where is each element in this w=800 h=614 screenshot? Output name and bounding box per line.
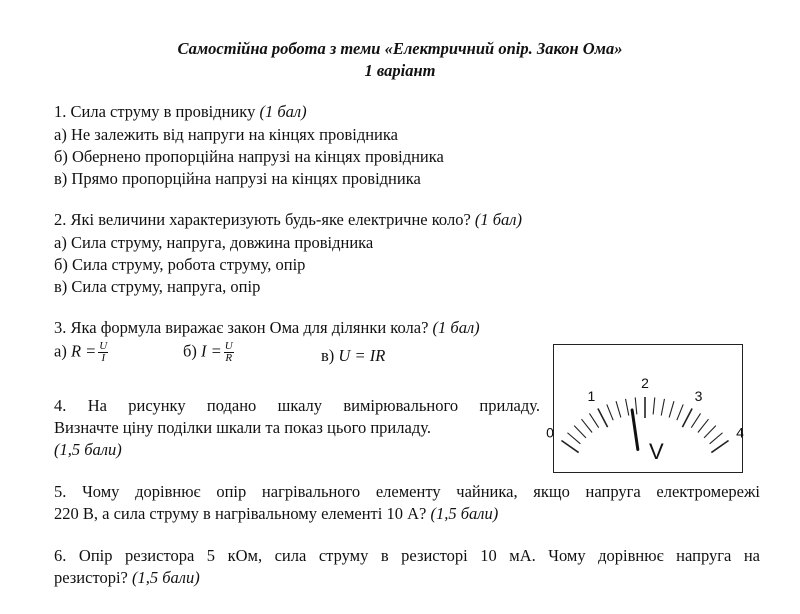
variant-line: 1 варіант xyxy=(364,61,436,80)
q2-option-a: а) Сила струму, напруга, довжина провідника xyxy=(54,233,374,252)
q1-points: (1 бал) xyxy=(259,102,307,121)
q3-text: 3. Яка формула виражає закон Ома для ділянки кола? (1 бал) xyxy=(54,318,480,337)
fraction: $\frac{U}{R}$ xyxy=(224,340,233,364)
q4-line-1: 4. На рисунку подано шкалу вимірювального приладу. xyxy=(54,396,540,415)
q4-line-2: Визначте ціну поділки шкали та показ цього приладу. xyxy=(54,418,431,437)
fraction: $\frac{U}{I}$ xyxy=(99,340,108,364)
q3-option-a: а) R = $\frac{U}{I}$ xyxy=(54,340,108,364)
q3-option-c: в) U = IR xyxy=(321,346,386,365)
unit-label: V xyxy=(649,439,664,464)
q6-points: (1,5 бали) xyxy=(131,568,200,587)
q4-points: (1,5 бали) xyxy=(54,440,122,459)
q3-points: (1 бал) xyxy=(432,318,480,337)
q2-text: 2. Які величини характеризують будь-яке електричне коло? (1 бал) xyxy=(54,210,522,229)
q5-points: (1,5 бали) xyxy=(430,504,499,523)
scale-label: 4 xyxy=(736,424,744,441)
q5-line-2: 220 В, а сила струму в нагрівальному елементі 10 А? (1,5 бали) xyxy=(54,504,499,523)
scale-label: 1 xyxy=(587,388,596,405)
q2-option-c: в) Сила струму, напруга, опір xyxy=(54,277,261,296)
q2-points: (1 бал) xyxy=(474,210,522,229)
meter-frame xyxy=(554,345,743,473)
q1-option-c: в) Прямо пропорційна напрузі на кінцях провідника xyxy=(54,169,421,188)
q2-option-b: б) Сила струму, робота струму, опір xyxy=(54,255,306,274)
scale-label: 3 xyxy=(694,388,703,405)
scale-label: 2 xyxy=(641,375,649,391)
q6-line-2: резисторі? (1,5 бали) xyxy=(54,568,200,587)
q5-line-1: 5. Чому дорівнює опір нагрівального елементу чайника, якщо напруга електромережі xyxy=(54,482,760,501)
meter-scale-figure xyxy=(546,344,744,473)
q1-text: 1. Сила струму в провіднику (1 бал) xyxy=(54,102,307,121)
q6-line-1: 6. Опір резистора 5 кОм, сила струму в резисторі 10 мА. Чому дорівнює напруга на xyxy=(54,546,760,565)
q1-option-b: б) Обернено пропорційна напрузі на кінцях провідника xyxy=(54,147,444,166)
q3-option-b: б) I = $\frac{U}{R}$ xyxy=(183,340,233,364)
scale-label: 0 xyxy=(546,424,554,441)
title-line: Самостійна робота з теми «Електричний опір. Закон Ома» xyxy=(177,39,623,58)
q1-option-a: а) Не залежить від напруги на кінцях провідника xyxy=(54,125,398,144)
